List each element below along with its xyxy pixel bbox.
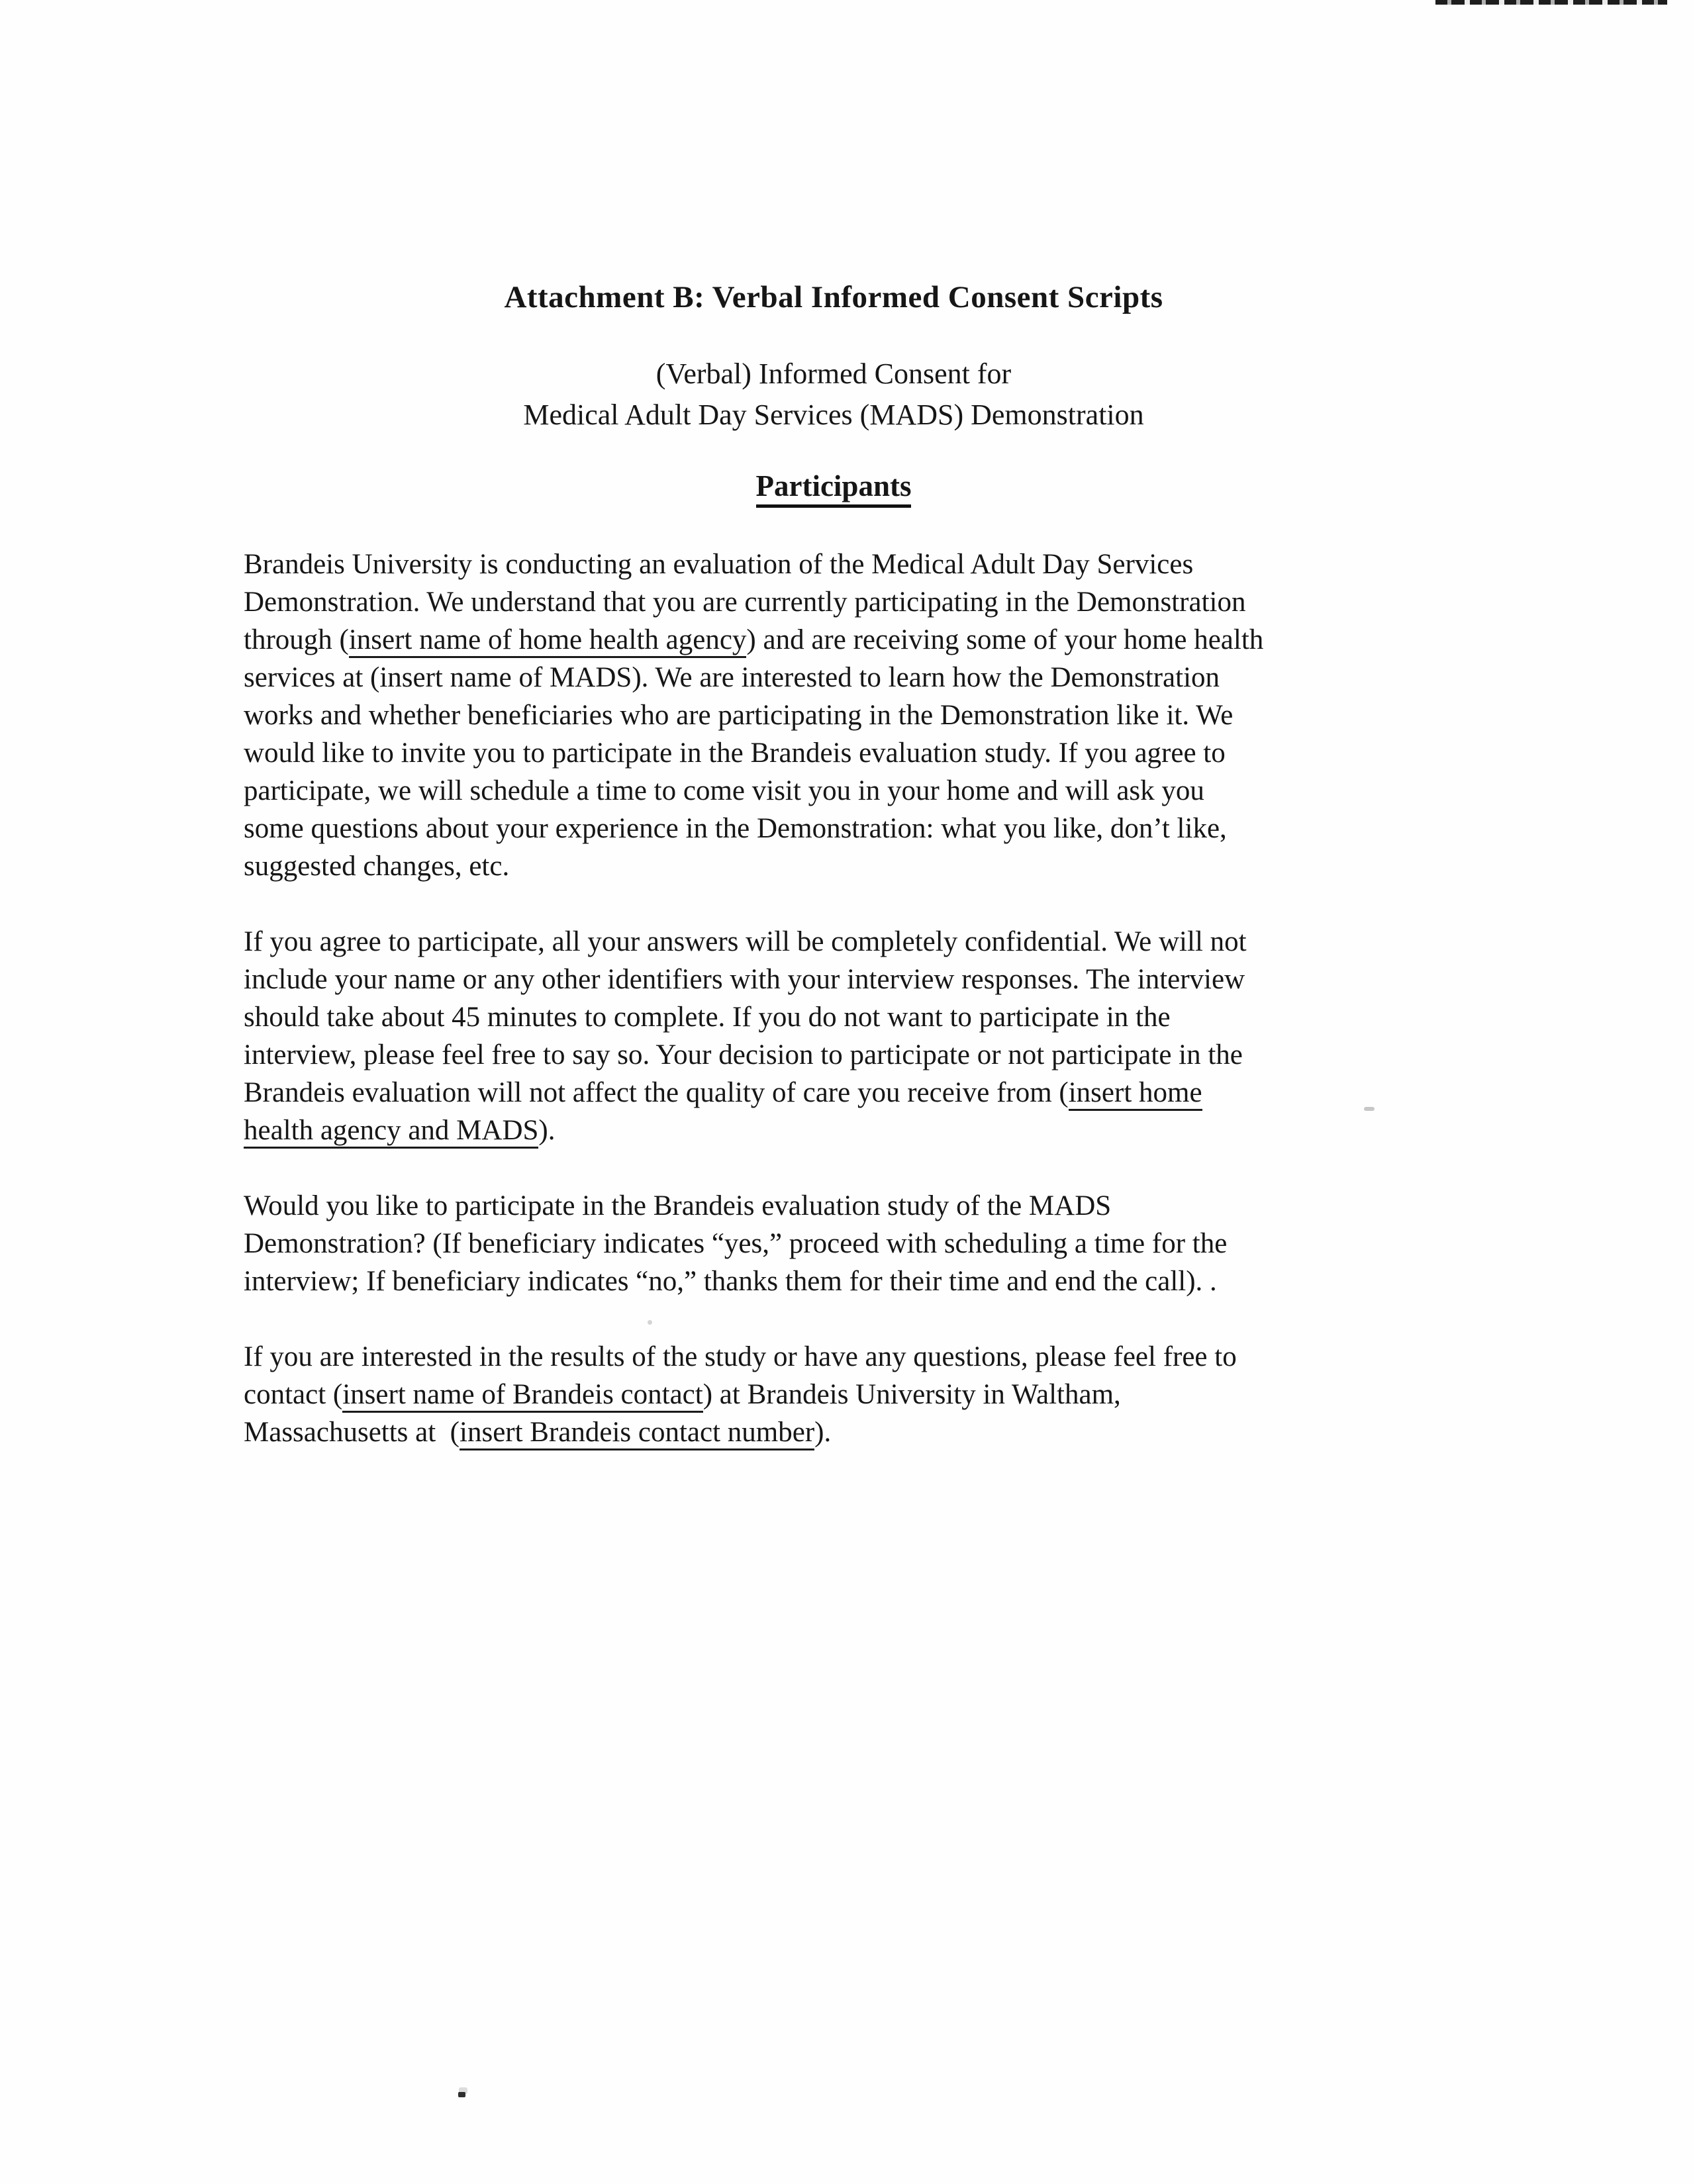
- text-segment: Brandeis evaluation will not affect the quality of care you receive from (: [244, 1077, 1069, 1108]
- text-line: [244, 772, 1424, 810]
- text-line: [244, 847, 1424, 885]
- text-segment: Brandeis University is conducting an evaluation of the Medical Adult Day Services: [244, 549, 1194, 580]
- text-segment: If you are interested in the results of the study or have any questions, please feel free to: [244, 1341, 1237, 1372]
- text-line: [244, 696, 1424, 734]
- text-line: [244, 1112, 1424, 1149]
- document-subtitle: [244, 354, 1424, 436]
- text-segment: interview, please feel free to say so. Your decision to participate or not participate in the: [244, 1039, 1243, 1070]
- paragraph: [244, 923, 1424, 1149]
- document-title: Attachment B: Verbal Informed Consent Scripts: [504, 280, 1163, 314]
- text-segment: Demonstration. We understand that you are currently participating in the Demonstration: [244, 587, 1246, 618]
- text-segment: contact (: [244, 1379, 343, 1410]
- text-line: [244, 659, 1424, 696]
- text-segment: ).: [538, 1115, 556, 1146]
- text-segment: ) and are receiving some of your home health: [746, 624, 1264, 655]
- text-line: [244, 734, 1424, 772]
- text-line: [244, 810, 1424, 847]
- text-line: [244, 923, 1424, 961]
- text-segment: ) at Brandeis University in Waltham,: [702, 1379, 1121, 1410]
- text-line: [244, 1413, 1424, 1451]
- text-line: [244, 1262, 1424, 1300]
- scan-speck: [1364, 1107, 1375, 1111]
- insert-placeholder: insert home: [1069, 1077, 1202, 1111]
- text-line: [244, 621, 1424, 659]
- text-line: [244, 1074, 1424, 1112]
- text-segment: should take about 45 minutes to complete. If you do not want to participate in the: [244, 1002, 1171, 1033]
- text-segment: suggested changes, etc.: [244, 851, 510, 882]
- text-segment: Would you like to participate in the Brandeis evaluation study of the MADS: [244, 1190, 1112, 1221]
- text-segment: some questions about your experience in the Demonstration: what you like, don’t like,: [244, 813, 1227, 844]
- text-segment: would like to invite you to participate in the Brandeis evaluation study. If you agree to: [244, 737, 1226, 769]
- text-segment: through (: [244, 624, 349, 655]
- insert-placeholder: insert name of home health agency: [349, 624, 747, 658]
- scan-artifact-line: [1435, 0, 1667, 5]
- insert-placeholder: insert name of Brandeis contact: [342, 1379, 702, 1413]
- text-line: [244, 583, 1424, 621]
- text-segment: works and whether beneficiaries who are participating in the Demonstration like it. We: [244, 700, 1234, 731]
- text-segment: ).: [814, 1417, 832, 1448]
- text-segment: interview; If beneficiary indicates “no,” thanks them for their time and end the call). .: [244, 1266, 1217, 1297]
- text-line: [244, 546, 1424, 583]
- text-segment: participate, we will schedule a time to come visit you in your home and will ask you: [244, 775, 1204, 806]
- scan-speck: [648, 1320, 652, 1325]
- subtitle-line-1: (Verbal) Informed Consent for: [655, 357, 1012, 390]
- text-segment: services at (insert name of MADS). We are interested to learn how the Demonstration: [244, 662, 1220, 693]
- paragraphs: [244, 546, 1424, 1451]
- section-heading: [244, 469, 1424, 503]
- text-segment: Demonstration? (If beneficiary indicates “yes,” proceed with scheduling a time for the: [244, 1228, 1228, 1259]
- insert-placeholder: insert Brandeis contact number: [460, 1417, 814, 1450]
- insert-placeholder: health agency and MADS: [244, 1115, 538, 1149]
- scan-speck: [458, 2092, 465, 2097]
- text-segment: include your name or any other identifiers with your interview responses. The interview: [244, 964, 1245, 995]
- paragraph: [244, 546, 1424, 885]
- text-line: [244, 961, 1424, 998]
- text-line: [244, 1338, 1424, 1376]
- text-line: [244, 1187, 1424, 1225]
- paragraph: [244, 1338, 1424, 1451]
- subtitle-line-2: Medical Adult Day Services (MADS) Demonstration: [523, 399, 1144, 431]
- text-line: [244, 1225, 1424, 1262]
- text-line: [244, 1036, 1424, 1074]
- text-line: [244, 998, 1424, 1036]
- text-segment: Massachusetts at (: [244, 1417, 460, 1448]
- text-segment: If you agree to participate, all your answers will be completely confidential. We will not: [244, 926, 1247, 957]
- document-content: [244, 278, 1424, 1489]
- paragraph: [244, 1187, 1424, 1300]
- text-line: [244, 1376, 1424, 1413]
- section-heading-label: Participants: [756, 469, 912, 508]
